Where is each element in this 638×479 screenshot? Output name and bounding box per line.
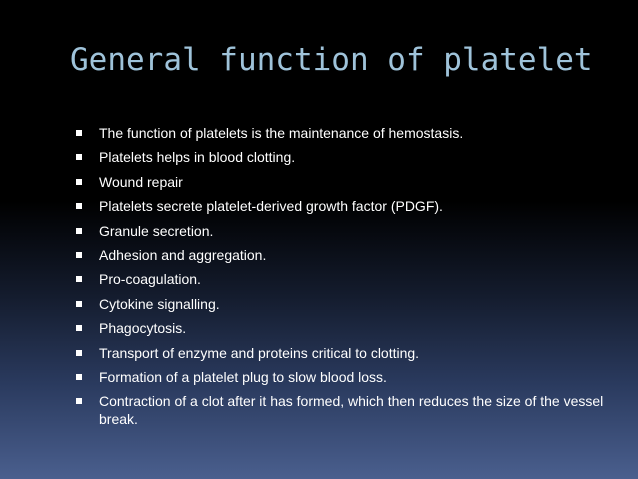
bullet-text: Platelets helps in blood clotting. bbox=[99, 149, 296, 166]
list-item bbox=[74, 246, 626, 270]
list-item bbox=[74, 173, 626, 197]
square-bullet-icon bbox=[74, 173, 99, 191]
list-item bbox=[74, 295, 626, 319]
square-bullet-icon bbox=[74, 344, 99, 362]
square-bullet-icon bbox=[74, 368, 99, 386]
bullet-text: The function of platelets is the maintenance of hemostasis. bbox=[99, 125, 464, 141]
square-bullet-icon bbox=[74, 295, 99, 313]
bullet-text: Contraction of a clot after it has formed, which then reduces the size of the vessel break. bbox=[99, 393, 604, 428]
bullet-text: Transport of enzyme and proteins critical to clotting. bbox=[99, 344, 420, 361]
bullet-text: Cytokine signalling. bbox=[99, 295, 220, 312]
square-bullet-icon bbox=[74, 197, 99, 215]
list-item bbox=[74, 319, 626, 343]
bullet-text: Adhesion and aggregation. bbox=[99, 246, 267, 263]
list-item bbox=[74, 368, 626, 392]
bullet-text: Pro-coagulation. bbox=[99, 271, 201, 288]
square-bullet-icon bbox=[74, 392, 99, 410]
square-bullet-icon bbox=[74, 222, 99, 240]
square-bullet-icon bbox=[74, 319, 99, 337]
square-bullet-icon bbox=[74, 246, 99, 264]
bullet-text: Platelets secrete platelet-derived growth factor (PDGF). bbox=[99, 198, 443, 215]
list-item bbox=[74, 197, 626, 221]
square-bullet-icon bbox=[74, 270, 99, 288]
list-item bbox=[74, 124, 626, 148]
bullet-text: Formation of a platelet plug to slow blood loss. bbox=[99, 368, 387, 385]
list-item bbox=[74, 392, 626, 428]
bullet-text: Granule secretion. bbox=[99, 222, 214, 239]
list-item bbox=[74, 148, 626, 172]
list-item bbox=[74, 222, 626, 246]
square-bullet-icon bbox=[74, 148, 99, 166]
square-bullet-icon bbox=[74, 124, 99, 142]
list-item bbox=[74, 270, 626, 294]
list-item bbox=[74, 344, 626, 368]
bullet-list bbox=[74, 124, 626, 428]
slide-title: General function of platelet bbox=[70, 42, 593, 78]
bullet-text: Phagocytosis. bbox=[99, 320, 187, 337]
bullet-text: Wound repair bbox=[99, 173, 183, 190]
